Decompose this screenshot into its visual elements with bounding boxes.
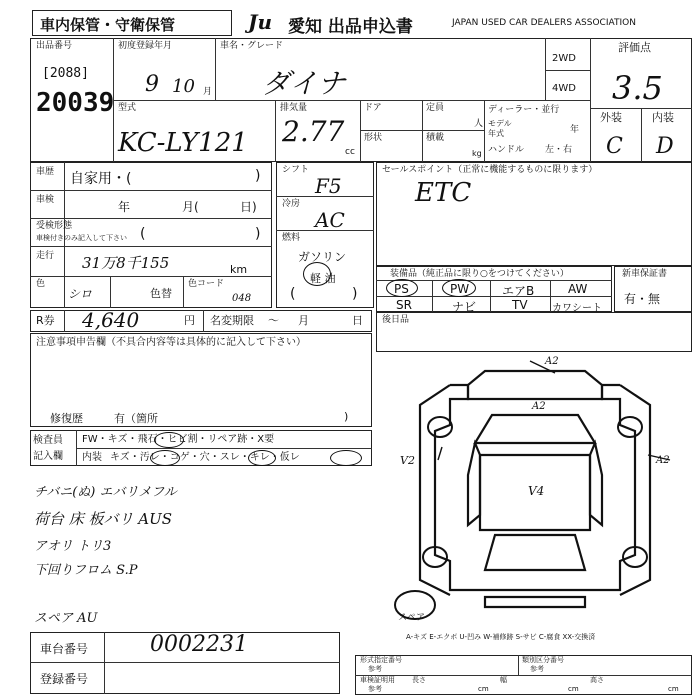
doors-label: ドア [364, 103, 382, 113]
load-unit: kg [472, 149, 482, 158]
name-change-day: 日 [352, 314, 363, 327]
recycle-label: R券 [36, 314, 55, 327]
after-market-frame [376, 312, 692, 352]
acceptance-open: ( [140, 226, 146, 242]
name-change-sep: 〜 [268, 314, 279, 327]
mileage-value: 31万8千155 [82, 254, 170, 272]
damage-mark-right: A2 [656, 455, 670, 466]
form-code-2: 類別区分番号 [522, 656, 564, 664]
form-code-unit-2: cm [568, 685, 579, 693]
equip-leather-seat: カワシート [552, 303, 602, 314]
model-code-value: KC-LY121 [118, 128, 248, 158]
association-name: JAPAN USED CAR DEALERS ASSOCIATION [452, 18, 636, 28]
ju-logo: Ju [248, 10, 273, 34]
drive-2wd: 2WD [552, 53, 576, 64]
capacity-label: 定員 [426, 103, 445, 113]
year-unit: 年 [570, 125, 580, 135]
equip-ps-circle [386, 279, 418, 297]
color-code-label: 色コード [188, 279, 225, 289]
equip-sr: SR [396, 298, 412, 312]
dealer-import-label: ディーラー・並行 [488, 105, 560, 115]
handle-label: ハンドル [488, 145, 525, 155]
note-line-3: アオリ トリ3 [34, 539, 112, 554]
repair-history-label: 修復歴 [50, 412, 83, 425]
after-market-label: 後日品 [382, 315, 410, 325]
history-value: 自家用・( [70, 171, 132, 187]
inspector-row-2: キズ・汚レ・コゲ・穴・スレ・キレ・仮レ [110, 452, 300, 463]
model-code-label: 型式 [118, 103, 137, 113]
lot-number: 20039 [36, 88, 115, 118]
displacement-value: 2.77 [282, 115, 345, 148]
equip-pw-circle [442, 279, 476, 297]
chassis-value: 0002231 [150, 632, 248, 657]
recycle-unit: 円 [184, 314, 195, 327]
capacity-unit: 人 [474, 119, 484, 129]
acceptance-note: 車検付きのみ記入して下さい [36, 234, 127, 242]
inspection-label: 車検 [36, 195, 55, 205]
repair-history-value: 有（箇所 [114, 412, 158, 425]
interior-label: 内装 [652, 111, 674, 124]
model-year-label-2: 年式 [488, 129, 504, 138]
acceptance-close: ) [255, 226, 261, 242]
inspector-mark-1 [154, 432, 184, 448]
registration-year: 9 [145, 72, 159, 97]
form-code-length: 長さ [412, 676, 426, 684]
fuel-circle [303, 262, 331, 286]
inspector-row-1: FW・キズ・飛石・ヒビ割・リペア跡・X要 [82, 434, 275, 445]
interior-grade: D [656, 134, 674, 159]
fuel-label: 燃料 [282, 233, 301, 243]
name-change-month: 月 [298, 314, 309, 327]
equip-aw: AW [568, 282, 588, 296]
form-code-width: 幅 [500, 676, 507, 684]
damage-mark-center: V4 [528, 484, 545, 498]
repair-history-close: ) [344, 410, 349, 423]
history-close: ) [255, 168, 261, 184]
damage-legend: A-キズ E-エクボ U-凹み W-補修跡 S-サビ C-腐食 XX-交換済 [406, 633, 596, 641]
form-title: 愛知 出品申込書 [288, 17, 413, 37]
form-code-height: 高さ [590, 676, 604, 684]
inspector-mark-4 [330, 450, 362, 466]
new-warranty-label: 新車保証書 [622, 269, 668, 279]
rating-label: 評価点 [618, 41, 651, 54]
inspection-month: 月( [182, 200, 199, 214]
shift-value: F5 [315, 174, 342, 198]
fuel-value: ガソリン [298, 250, 347, 264]
inspector-mark-3 [248, 450, 276, 466]
aircon-label: 冷房 [282, 199, 301, 209]
form-code-unit-3: cm [668, 685, 679, 693]
model-year-label: モデル [488, 119, 512, 128]
notes-label: 注意事項申告欄（不具合内容等は具体的に記入して下さい） [36, 337, 306, 348]
form-code-ref: 参考 [368, 685, 382, 693]
equip-tv: TV [512, 298, 528, 312]
first-registration-label: 初度登録年月 [118, 41, 173, 51]
shape-label: 形状 [364, 133, 383, 143]
damage-mark-top: A2 [545, 356, 559, 367]
note-line-1: チバニ(ぬ) エバリメフル [34, 485, 177, 500]
color-swap-label: 色替 [150, 287, 172, 300]
acceptance-label: 受検形態 [36, 221, 73, 231]
rating-value: 3.5 [612, 69, 663, 107]
new-warranty-value: 有・無 [624, 292, 661, 306]
note-line-2: 荷台 床 板バリ AUS [34, 510, 173, 528]
damage-mark-windshield: A2 [532, 401, 546, 412]
sales-points-value: ETC [415, 178, 472, 208]
shift-label: シフト [282, 165, 310, 175]
equip-ps: PS [394, 282, 409, 296]
exterior-grade: C [606, 134, 623, 159]
registration-month: 10 [172, 76, 195, 97]
inspector-mark-2 [150, 450, 180, 466]
inspection-day: 日) [240, 200, 257, 214]
spare-tire-label: スペア [398, 613, 426, 623]
form-code-4: 参考 [530, 665, 544, 673]
inspector-label-2: 記入欄 [33, 451, 63, 462]
color-code-value: 048 [232, 293, 252, 304]
mileage-unit: km [230, 263, 248, 276]
name-change-label: 名変期限 [210, 314, 254, 327]
form-code-5: 車検証明用 [360, 676, 395, 684]
load-label: 積載 [426, 133, 445, 143]
history-label: 車歴 [36, 167, 55, 177]
lot-sub-number: [2088] [42, 66, 89, 81]
color-label: 色 [36, 279, 46, 289]
displacement-unit: cc [345, 147, 355, 157]
chassis-label: 車台番号 [40, 642, 89, 656]
inspector-row-2-head: 内装 [82, 452, 102, 463]
note-line-4: 下回りフロム S.P [34, 563, 138, 578]
exterior-label: 外装 [600, 111, 622, 124]
fuel-sub: 軽 油 [310, 272, 336, 285]
equip-pw: PW [450, 282, 470, 296]
recycle-value: 4,640 [82, 308, 140, 332]
displacement-label: 排気量 [280, 103, 308, 113]
lot-number-label: 出品番号 [36, 41, 73, 51]
color-value: シロ [68, 287, 93, 301]
inspector-label-1: 検査員 [33, 435, 63, 446]
mileage-label: 走行 [36, 251, 55, 261]
note-line-5: スペア AU [34, 611, 98, 626]
registration-month-unit: 月 [203, 87, 213, 97]
damage-mark-left: V2 [400, 454, 415, 467]
form-code-1: 形式指定番号 [360, 656, 402, 664]
car-name-value: ダイナ [262, 67, 346, 100]
storage-label: 車内保管・守衛保管 [40, 16, 176, 34]
handle-options: 左・右 [545, 145, 573, 155]
equipment-label: 装備品（純正品に限り○をつけてください） [390, 269, 569, 279]
registration-number-label: 登録番号 [40, 672, 89, 686]
drive-4wd: 4WD [552, 83, 576, 94]
inspection-year: 年 [118, 200, 131, 214]
form-code-3: 参考 [368, 665, 382, 673]
equip-navi: ナビ [452, 300, 477, 314]
equip-airbag: エアB [502, 284, 535, 298]
form-code-unit-1: cm [478, 685, 489, 693]
car-name-label: 車名・グレード [220, 41, 284, 51]
aircon-value: AC [315, 208, 345, 232]
sales-points-label: セールスポイント（正常に機能するものに限ります） [382, 165, 598, 175]
